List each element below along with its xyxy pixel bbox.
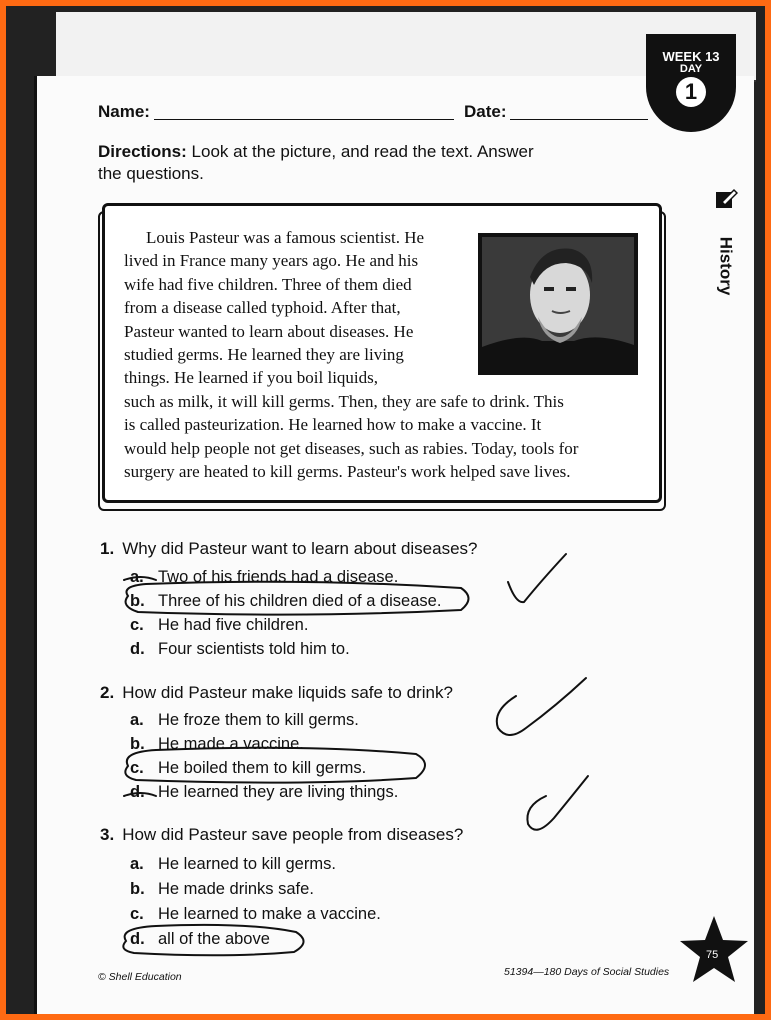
week-day-badge [646, 34, 736, 132]
option-letter: b. [130, 735, 145, 753]
option-letter: a. [130, 855, 144, 873]
option-letter: c. [130, 616, 144, 634]
passage-line: Pasteur wanted to learn about diseases. He [124, 321, 414, 341]
option-text: He learned to make a vaccine. [158, 905, 381, 923]
date-label: Date: [464, 102, 507, 121]
directions-line-1: Look at the picture, and read the text. Answer [191, 142, 534, 161]
q1-option-a[interactable] [130, 568, 398, 587]
option-text: He froze them to kill germs. [158, 711, 359, 729]
option-letter: d. [130, 930, 145, 948]
pen-book-icon [714, 188, 738, 210]
page-number: 75 [706, 949, 719, 961]
q3-option-b[interactable] [130, 880, 314, 899]
day-label: DAY [679, 63, 703, 75]
name-field[interactable] [154, 119, 454, 120]
option-text: He made drinks safe. [158, 880, 314, 898]
option-text: He had five children. [158, 616, 309, 634]
question-text: How did Pasteur make liquids safe to drink? [122, 683, 453, 702]
option-letter: d. [130, 640, 145, 658]
publisher-credit: © Shell Education [98, 971, 182, 983]
question-2 [100, 683, 453, 703]
directions [98, 142, 534, 162]
subject-tab-label: History [716, 236, 736, 296]
option-letter: d. [130, 783, 145, 801]
option-letter: c. [130, 759, 144, 777]
q2-option-b[interactable] [130, 735, 304, 754]
option-text: Three of his children died of a disease. [158, 592, 442, 610]
question-number: 3. [100, 825, 115, 844]
directions-line-2: the questions. [98, 164, 204, 183]
option-letter: a. [130, 711, 144, 729]
date-field[interactable] [510, 119, 648, 120]
option-text: He boiled them to kill germs. [158, 759, 367, 777]
name-label: Name: [98, 102, 150, 121]
q1-option-c[interactable] [130, 616, 308, 635]
passage-line: wife had five children. Three of them died [124, 274, 412, 294]
option-letter: a. [130, 568, 144, 586]
q3-option-a[interactable] [130, 855, 336, 874]
option-text: He learned they are living things. [158, 783, 399, 801]
q1-option-b[interactable] [130, 592, 441, 611]
subject-tab [712, 186, 742, 326]
portrait-image [482, 237, 634, 371]
question-text: How did Pasteur save people from diseases? [122, 825, 464, 844]
passage-line: things. He learned if you boil liquids, [124, 368, 379, 388]
passage-line: studied germs. He learned they are living [124, 344, 404, 364]
passage-line: lived in France many years ago. He and his [124, 251, 419, 271]
question-3 [100, 825, 463, 845]
pasteur-portrait [478, 233, 638, 375]
week-label: WEEK 13 [662, 49, 720, 64]
q1-option-d[interactable] [130, 640, 350, 659]
option-text: Two of his friends had a disease. [158, 568, 399, 586]
passage-line: Louis Pasteur was a famous scientist. He [146, 228, 425, 247]
day-number: 1 [676, 77, 706, 107]
option-text: Four scientists told him to. [158, 640, 350, 658]
q3-option-d[interactable] [130, 930, 270, 949]
q2-option-c[interactable] [130, 759, 366, 778]
option-letter: b. [130, 880, 145, 898]
question-text: Why did Pasteur want to learn about diseases? [122, 539, 478, 558]
passage-line: surgery are heated to kill germs. Pasteur's work helped save lives. [124, 461, 571, 481]
passage-line: would help people not get diseases, such as rabies. Today, tools for [124, 438, 579, 458]
passage-line: is called pasteurization. He learned how to make a vaccine. It [124, 415, 542, 435]
option-text: He made a vaccine. [158, 735, 304, 753]
passage-line: such as milk, it will kill germs. Then, they are safe to drink. This [124, 391, 564, 411]
question-number: 2. [100, 683, 115, 702]
option-text: He learned to kill germs. [158, 855, 336, 873]
option-letter: c. [130, 905, 144, 923]
directions-label: Directions: [98, 142, 187, 161]
question-1 [100, 539, 478, 559]
question-number: 1. [100, 539, 115, 558]
book-title: 51394—180 Days of Social Studies [504, 966, 670, 978]
passage-line: from a disease called typhoid. After that, [124, 298, 401, 318]
q2-option-d[interactable] [130, 783, 398, 802]
option-letter: b. [130, 592, 145, 610]
option-text: all of the above [158, 930, 270, 948]
q2-option-a[interactable] [130, 711, 359, 730]
q3-option-c[interactable] [130, 905, 381, 924]
